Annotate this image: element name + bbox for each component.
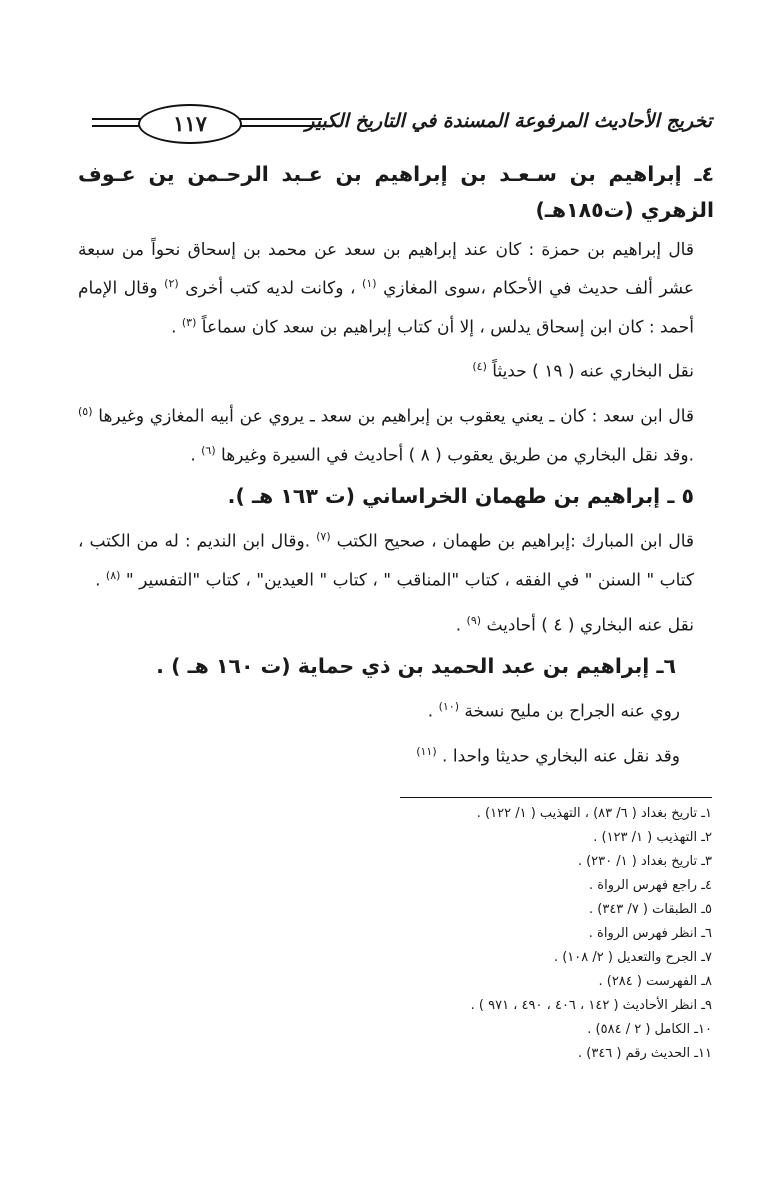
footnote-1: ١ـ تاريخ بغداد ( ٦/ ٨٣) ، التهذيب ( ١/ ١٢٢) . [476, 806, 712, 821]
paragraph-3-text-c: . [190, 445, 196, 466]
paragraph-3-text-b: .وقد نقل البخاري من طريق يعقوب ( ٨ ) أحاديث في السيرة وغيرها [221, 445, 694, 466]
page-number: ١١٧ [138, 104, 242, 144]
paragraph-4-text-a: قال ابن المبارك :إبراهيم بن طهمان ، صحيح الكتب [336, 531, 695, 552]
entry-heading-5: ٥ ـ إبراهيم بن طهمان الخراساني (ت ١٦٣ هـ ). [227, 484, 694, 509]
footnote-ref-10: (١٠) [438, 700, 459, 714]
footnote-ref-11: (١١) [416, 744, 437, 758]
paragraph-4 [78, 520, 714, 597]
footnote-2: ٢ـ التهذيب ( ١/ ١٢٣) . [593, 830, 712, 845]
paragraph-7-text: وقد نقل عنه البخاري حديثا واحدا . [442, 746, 680, 767]
main-text [78, 150, 714, 780]
paragraph-5 [78, 604, 714, 643]
entry-heading-4: ٤ـ إبراهيم بن سـعـد بن إبراهيم بن عـبد الرحـمن ين عـوف الزهري (ت١٨٥هـ) [78, 162, 714, 222]
paragraph-1-text-b: ، وكانت لديه كتب أخرى [185, 278, 356, 299]
footnote-ref-9: (٩) [466, 613, 482, 627]
footnotes [312, 802, 712, 1066]
footnote-separator [400, 797, 712, 798]
footnote-ref-4: (٤) [472, 360, 487, 374]
paragraph-3 [78, 395, 714, 472]
footnote-ref-1: (١) [362, 277, 377, 290]
paragraph-4-text-c: . [95, 570, 101, 591]
footnote-4: ٤ـ راجع فهرس الرواة . [589, 878, 712, 893]
paragraph-5-text-a: نقل عنه البخاري ( ٤ ) أحاديث [486, 615, 694, 636]
paragraph-3-text-a: قال ابن سعد : كان ـ يعني يعقوب بن إبراهيم بن سعد ـ يروي عن أبيه المغازي وغيرها [98, 406, 694, 427]
footnote-5: ٥ـ الطبقات ( ٧/ ٣٤٣) . [589, 902, 712, 917]
footnote-11: ١١ـ الحديث رقم ( ٣٤٦) . [578, 1046, 712, 1061]
footnote-10: ١٠ـ الكامل ( ٢ / ٥٨٤) . [587, 1022, 712, 1037]
footnote-ref-3: (٣) [181, 315, 197, 329]
paragraph-1-text-a: قال إبراهيم بن حمزة : كان عند إبراهيم بن سعد عن محمد بن إسحاق نحواً من سبعة عشر ألف حديث في الأحكام ،سوى المغازي [78, 240, 695, 299]
page-header [92, 100, 712, 146]
footnote-7: ٧ـ الجرح والتعديل ( ٢/ ١٠٨) . [553, 950, 712, 965]
footnote-ref-8: (٨) [105, 568, 121, 582]
paragraph-2 [78, 350, 714, 389]
paragraph-1-text-d: . [171, 317, 177, 338]
paragraph-6-text-a: روي عنه الجراح بن مليح نسخة [464, 701, 680, 722]
entry-heading-6: ٦ـ إبراهيم بن عبد الحميد بن ذي حماية (ت ١٦٠ هـ ) . [156, 654, 676, 679]
footnote-ref-6: (٦) [201, 443, 216, 457]
footnote-ref-5: (٥) [78, 404, 93, 418]
footnote-6: ٦ـ انظر فهرس الرواة . [588, 926, 712, 941]
footnote-9: ٩ـ انظر الأحاديث ( ١٤٢ ، ٤٠٦ ، ٤٩٠ ، ٩٧١ ) . [470, 998, 712, 1013]
paragraph-1-text-c: وقال الإمام أحمد : كان ابن إسحاق يدلس ، إلا أن كتاب إبراهيم بن سعد كان سماعاً [78, 278, 694, 338]
running-title: تخريج الأحاديث المرفوعة المسندة في التاريخ الكبير [305, 110, 712, 132]
footnote-8: ٨ـ الفهرست ( ٢٨٤) . [598, 974, 712, 989]
footnote-ref-2: (٢) [164, 277, 179, 290]
paragraph-5-text-b: . [455, 615, 462, 636]
paragraph-6 [78, 690, 714, 729]
paragraph-4-text-b: .وقال ابن النديم : له من الكتب ، كتاب " السنن " في الفقه ، كتاب "المناقب " ، كتاب " العيدين" ، كتاب "التفسير " [78, 531, 694, 591]
footnote-ref-7: (٧) [316, 530, 331, 544]
paragraph-6-text-b: . [427, 701, 434, 722]
paragraph-7 [78, 735, 714, 774]
paragraph-2-text: نقل البخاري عنه ( ١٩ ) حديثاً [492, 361, 694, 382]
footnote-3: ٣ـ تاريخ بغداد ( ١/ ٢٣٠) . [577, 854, 712, 869]
paragraph-1 [78, 234, 714, 344]
